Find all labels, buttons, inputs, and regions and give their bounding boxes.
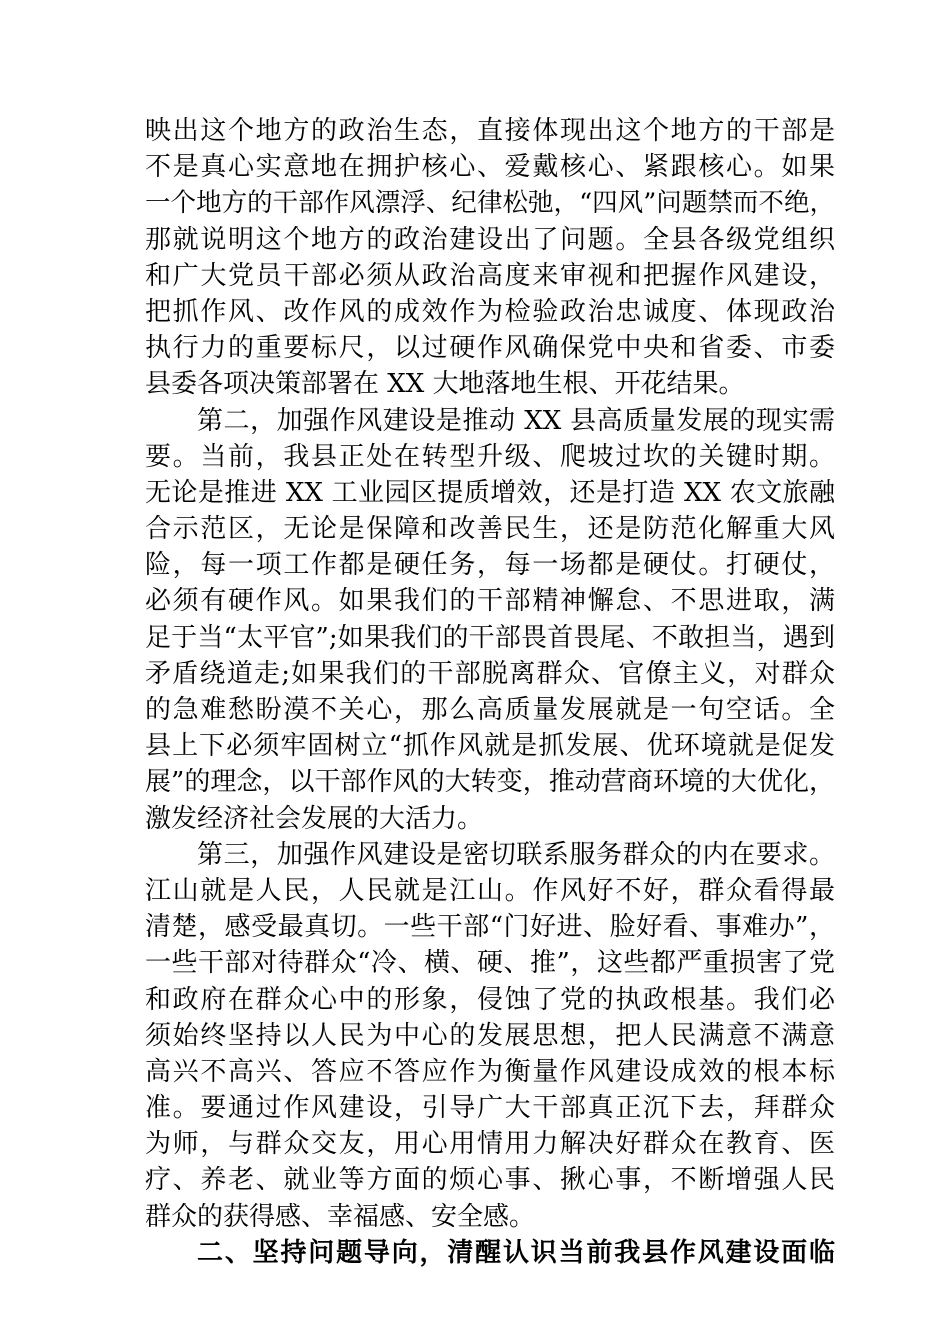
text-line: 映出这个地方的政治生态，直接体现出这个地方的干部是	[145, 116, 835, 146]
text-line: 为师，与群众交友，用心用情用力解决好群众在教育、医	[145, 1129, 835, 1160]
text-line: 合示范区，无论是保障和改善民生，还是防范化解重大风	[145, 514, 835, 545]
text-line: 和政府在群众心中的形象，侵蚀了党的执政根基。我们必	[145, 984, 835, 1015]
text-line: 那就说明这个地方的政治建设出了问题。全县各级党组织	[145, 224, 835, 255]
text-line: 一个地方的干部作风漂浮、纪律松弛，“四风”问题禁而不绝，	[145, 188, 835, 219]
text-line: 必须有硬作风。如果我们的干部精神懈怠、不思进取，满	[145, 586, 835, 617]
text-line: 江山就是人民，人民就是江山。作风好不好，群众看得最	[145, 875, 835, 906]
text-line: 展”的理念，以干部作风的大转变，推动营商环境的大优化，	[145, 767, 835, 798]
text-line: 群众的获得感、幸福感、安全感。	[145, 1201, 536, 1232]
text-line: 一些干部对待群众“冷、横、硬、推”，这些都严重损害了党	[145, 948, 835, 979]
text-line: 无论是推进 XX 工业园区提质增效，还是打造 XX 农文旅融	[145, 477, 835, 508]
text-line: 疗、养老、就业等方面的烦心事、揪心事，不断增强人民	[145, 1165, 835, 1196]
text-line: 不是真心实意地在拥护核心、爱戴核心、紧跟核心。如果	[145, 152, 835, 183]
document-body	[145, 113, 835, 1271]
section-heading-line: 二、坚持问题导向，清醒认识当前我县作风建设面临	[197, 1237, 835, 1268]
text-line: 足于当“太平官”;如果我们的干部畏首畏尾、不敢担当，遇到	[145, 622, 835, 653]
text-line: 第二，加强作风建设是推动 XX 县高质量发展的现实需	[197, 405, 835, 436]
text-line: 激发经济社会发展的大活力。	[145, 803, 484, 834]
text-line: 险，每一项工作都是硬任务，每一场都是硬仗。打硬仗，	[145, 550, 835, 581]
text-line: 高兴不高兴、答应不答应作为衡量作风建设成效的根本标	[145, 1056, 835, 1087]
text-line: 和广大党员干部必须从政治高度来审视和把握作风建设，	[145, 260, 835, 291]
text-line: 把抓作风、改作风的成效作为检验政治忠诚度、体现政治	[145, 296, 835, 327]
text-line: 县委各项决策部署在 XX 大地落地生根、开花结果。	[145, 369, 745, 400]
text-line: 须始终坚持以人民为中心的发展思想，把人民满意不满意	[145, 1020, 835, 1051]
text-line: 准。要通过作风建设，引导广大干部真正沉下去，拜群众	[145, 1093, 835, 1124]
text-line: 执行力的重要标尺，以过硬作风确保党中央和省委、市委	[145, 333, 835, 364]
text-line: 清楚，感受最真切。一些干部“门好进、脸好看、事难办”，	[145, 912, 835, 943]
text-line: 要。当前，我县正处在转型升级、爬坡过坎的关键时期。	[145, 441, 835, 472]
text-line: 的急难愁盼漠不关心，那么高质量发展就是一句空话。全	[145, 695, 835, 725]
text-line: 第三，加强作风建设是密切联系服务群众的内在要求。	[197, 839, 835, 870]
text-line: 县上下必须牢固树立“抓作风就是抓发展、优环境就是促发	[145, 731, 835, 762]
text-line: 矛盾绕道走;如果我们的干部脱离群众、官僚主义，对群众	[145, 658, 835, 689]
